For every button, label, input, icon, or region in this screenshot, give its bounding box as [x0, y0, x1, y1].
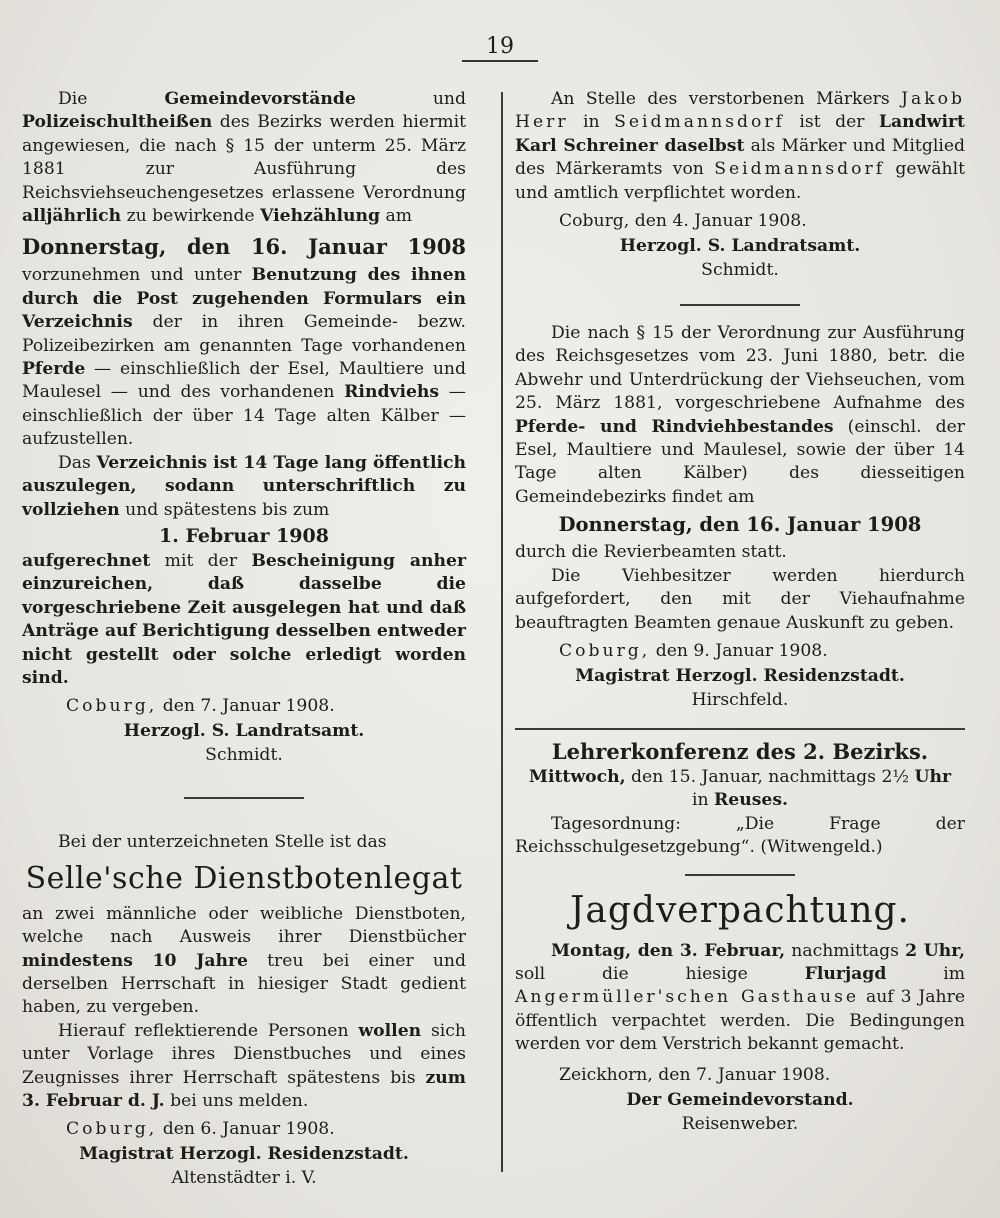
section-rule [184, 797, 304, 799]
notice-viehaufnahme [515, 322, 965, 712]
page-number: 19 [486, 34, 514, 59]
signature-name: Schmidt. [205, 745, 283, 766]
dateline: Zeickhorn, den 7. Januar 1908. [559, 1064, 831, 1085]
dateline: Coburg, den 4. Januar 1908. [559, 211, 807, 232]
agenda: Tagesordnung: „Die Frage der Reichsschulgesetzgebung“. (Witwengeld.) [515, 813, 965, 858]
section-rule [685, 874, 795, 876]
notice-paragraph: Die nach § 15 der Verordnung zur Ausführung des Reichsgesetzes vom 23. Juni 1880, betr. die Abwehr und Unterdrückung der Viehseuchen, vom 25. März 1881, vorgeschriebene Aufnahme des Pferde- und Rindviehbestandes (einschl. der Esel, Maultiere und Maulesel, sowie der über 14 Tage alten Kälber) des diesseitigen Gemeindebezirks findet am [515, 323, 965, 507]
signature-name: Reisenweber. [681, 1113, 799, 1134]
notice-paragraph: Das Verzeichnis ist 14 Tage lang öffentlich auszulegen, sodann unterschriftlich zu vollziehen und spätestens bis zum [22, 452, 467, 520]
notice-paragraph: vorzunehmen und unter Benutzung des ihnen durch die Post zugehenden Formulars ein Verzeichnis der in ihren Gemeinde- bezw. Polizeibezirken am genannten Tage vorhandenen Pferde — einschließlich der Esel, Maultiere und Maulesel — und des vorhandenen Rindviehs — einschließlich der über 14 Tage alten Kälber — aufzustellen. [22, 265, 466, 450]
notice-paragraph: aufgerechnet mit der Bescheinigung anher einzureichen, daß dasselbe die vorgeschriebene Zeit ausgelegen hat und daß Anträge auf Berichtigung desselben entweder nicht gestellt oder solche erledigt worden sind. [22, 550, 466, 688]
notice-jagdverpachtung [515, 888, 965, 1136]
notice-lehrerkonferenz [515, 738, 965, 860]
signature-office: Magistrat Herzogl. Residenzstadt. [575, 665, 905, 686]
meeting-time: Mittwoch, den 15. Januar, nachmittags 2½ Uhr [528, 766, 952, 787]
notice-paragraph: durch die Revierbeamten statt. [515, 542, 787, 563]
section-rule [680, 304, 800, 306]
notice-title: Jagdverpachtung. [569, 889, 911, 931]
section-rule [515, 728, 965, 730]
signature-name: Schmidt. [701, 260, 779, 281]
signature-office: Herzogl. S. Landratsamt. [123, 721, 365, 742]
dateline: Coburg, den 7. Januar 1908. [66, 696, 335, 717]
notice-intro: Bei der unterzeichneten Stelle ist das [58, 832, 387, 853]
right-column [515, 88, 965, 1136]
notice-paragraph: Die Viehbesitzer werden hierdurch aufgefordert, den mit der Viehaufnahme beauftragten Beamten genaue Auskunft zu geben. [515, 565, 965, 633]
notice-paragraph: an zwei männliche oder weibliche Dienstboten, welche nach Ausweis ihrer Dienstbücher mindestens 10 Jahre treu bei einer und derselben Herrschaft in hiesiger Stadt gedient haben, zu vergeben. [22, 903, 466, 1018]
notice-title: Selle'sche Dienstbotenlegat [25, 860, 463, 896]
meeting-place: in Reuses. [691, 790, 789, 811]
notice-paragraph: Die Gemeindevorstände und Polizeischultheißen des Bezirks werden hiermit angewiesen, die nach § 15 der unterm 25. März 1881 zur Ausführung des Reichsviehseuchengesetzes erlassene Verordnung alljährlich zu bewirkende Viehzählung am [22, 89, 466, 227]
dateline: Coburg, den 6. Januar 1908. [66, 1119, 335, 1140]
left-column [22, 88, 466, 1190]
signature-office: Herzogl. S. Landratsamt. [619, 236, 861, 257]
notice-maerker [515, 88, 965, 282]
signature-name: Hirschfeld. [691, 689, 789, 710]
notice-paragraph: An Stelle des verstorbenen Märkers Jakob Herr in Seidmannsdorf ist der Landwirt Karl Schreiner daselbst als Märker und Mitglied des Märkeramts von Seidmannsdorf gewählt und amtlich verpflichtet worden. [515, 89, 965, 203]
column-divider [501, 92, 503, 1172]
page-number-rule [462, 60, 538, 62]
deadline-date: 1. Februar 1908 [159, 524, 329, 547]
dateline: Coburg, den 9. Januar 1908. [559, 640, 828, 661]
event-date-heading: Donnerstag, den 16. Januar 1908 [22, 234, 466, 260]
notice-paragraph: Hierauf reflektierende Personen wollen sich unter Vorlage ihres Dienstbuches und eines Zeugnisses ihrer Herrschaft spätestens bis zum 3. Februar d. J. bei uns melden. [22, 1020, 466, 1111]
signature-office: Der Gemeindevorstand. [626, 1089, 854, 1110]
signature-office: Magistrat Herzogl. Residenzstadt. [79, 1144, 409, 1165]
notice-viehzaehlung [22, 88, 466, 767]
event-date-heading: Donnerstag, den 16. Januar 1908 [558, 513, 922, 537]
notice-paragraph: Montag, den 3. Februar, nachmittags 2 Uhr, soll die hiesige Flurjagd im Angermüller'schen Gasthause auf 3 Jahre öffentlich verpachtet werden. Die Bedingungen werden vor dem Verstrich bekannt gemacht. [515, 940, 966, 1055]
notice-dienstbotenlegat [22, 831, 466, 1190]
notice-title: Lehrerkonferenz des 2. Bezirks. [551, 738, 929, 764]
signature-name: Altenstädter i. V. [171, 1168, 317, 1189]
